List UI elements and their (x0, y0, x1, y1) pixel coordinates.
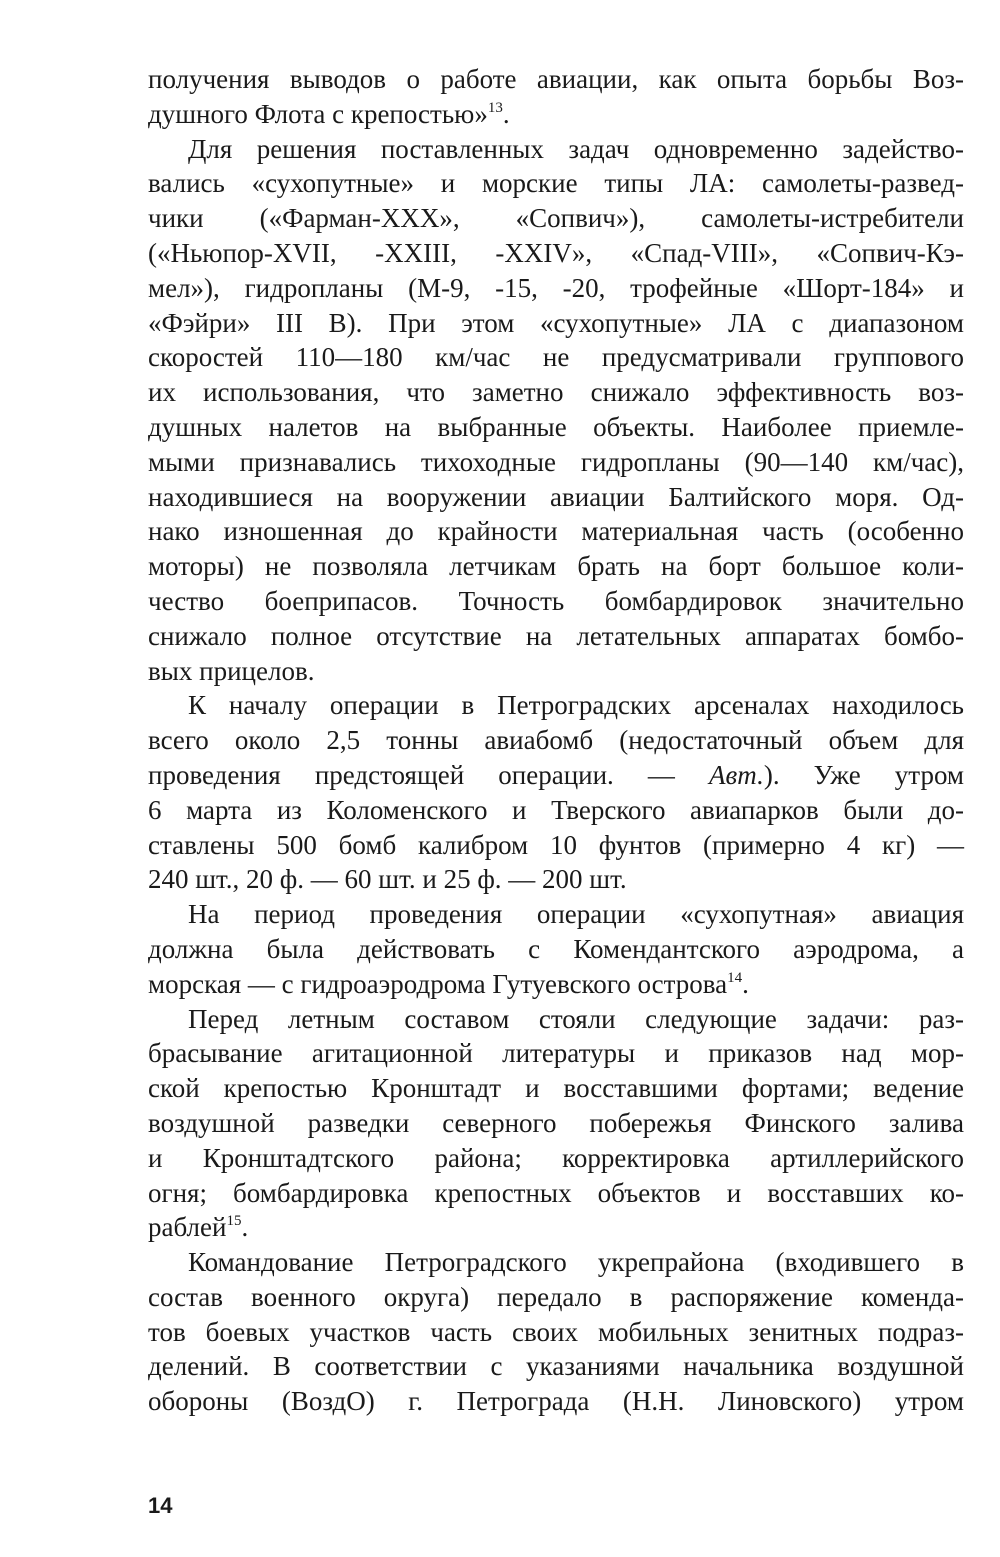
text-line: («Ньюпор-XVII, -XXIII, -XXIV», «Спад-VIII», «Сопвич-Кэ- (148, 237, 964, 268)
text-line: моторы) не позволяла летчикам брать на борт большое коли- (148, 551, 964, 582)
text-line: их использования, что заметно снижало эффективность воз- (148, 377, 964, 408)
footnote-ref: 15 (226, 1213, 242, 1230)
text-line: снижало полное отсутствие на летательных аппаратах бомбо- (148, 620, 964, 651)
footnote-ref: 14 (727, 969, 743, 986)
text-line: обороны (ВоздО) г. Петрограда (Н.Н. Линовского) утром (148, 1386, 964, 1417)
text-line: брасывание агитационной литературы и приказов над мор- (148, 1038, 964, 1069)
text-line: 240 шт., 20 ф. — 60 шт. и 25 ф. — 200 шт. (148, 864, 627, 895)
text-line: вались «сухопутные» и морские типы ЛА: самолеты-развед- (148, 168, 964, 199)
text-line: проведения предстоящей операции. — Авт.). Уже утром (148, 759, 965, 790)
text-line: огня; бомбардировка крепостных объектов и восставших ко- (148, 1177, 964, 1208)
text-line: Для решения поставленных задач одновременно задейство- (188, 133, 964, 164)
text-line: чики («Фарман-XXX», «Сопвич»), самолеты-истребители (148, 203, 964, 234)
text-line: К началу операции в Петроградских арсеналах находилось (188, 690, 964, 721)
text-line: тов боевых участков часть своих мобильных зенитных подраз- (148, 1316, 964, 1347)
text-line: делений. В соответствии с указаниями начальника воздушной (148, 1351, 964, 1382)
body-text (148, 62, 964, 1419)
text-line: Перед летным составом стояли следующие задачи: раз- (188, 1003, 964, 1034)
text-line: скоростей 110—180 км/час не предусматривали группового (148, 342, 964, 373)
text-line: должна была действовать с Комендантского аэродрома, а (148, 933, 964, 964)
text-line: ставлены 500 бомб калибром 10 фунтов (примерно 4 кг) — (148, 829, 964, 860)
text-line: душных налетов на выбранные объекты. Наиболее приемле- (148, 411, 964, 442)
text-line: всего около 2,5 тонны авиабомб (недостаточный объем для (148, 725, 964, 756)
text-line: раблей$^{15}$. (148, 1212, 249, 1243)
text-line: морская — с гидроаэродрома Гутуевского острова$^{14}$. (148, 968, 749, 999)
text-line: получения выводов о работе авиации, как опыта борьбы Воз- (148, 64, 964, 94)
text-line: На период проведения операции «сухопутная» авиация (188, 899, 964, 930)
text-line: находившиеся на вооружении авиации Балтийского моря. Од- (148, 481, 964, 512)
text-line: мыми признавались тихоходные гидропланы (90—140 км/час), (148, 446, 964, 477)
text-line: воздушной разведки северного побережья Финского залива (148, 1107, 964, 1138)
text-line: Командование Петроградского укрепрайона (входившего в (188, 1247, 964, 1278)
text-line: чество боеприпасов. Точность бомбардировок значительно (148, 585, 964, 616)
text-line: состав военного округа) передало в распоряжение коменда- (148, 1281, 964, 1312)
text-line: вых прицелов. (148, 655, 315, 686)
text-line: «Фэйри» III В). При этом «сухопутные» ЛА с диапазоном (148, 307, 964, 338)
text-line: душного Флота с крепостью»$^{13}$. (148, 98, 510, 129)
text-line: ской крепостью Кронштадт и восставшими фортами; ведение (148, 1073, 964, 1104)
author-abbrev: Авт. (709, 759, 764, 790)
text-line: и Кронштадтского района; корректировка артиллерийского (148, 1142, 964, 1173)
text-line: нако изношенная до крайности материальная часть (особенно (148, 516, 964, 547)
footnote-ref: 13 (487, 99, 503, 116)
page-number: 14 (148, 1493, 173, 1518)
text-line: 6 марта из Коломенского и Тверского авиапарков были до- (148, 794, 964, 825)
text-line: мел»), гидропланы (М-9, -15, -20, трофейные «Шорт-184» и (148, 272, 964, 303)
